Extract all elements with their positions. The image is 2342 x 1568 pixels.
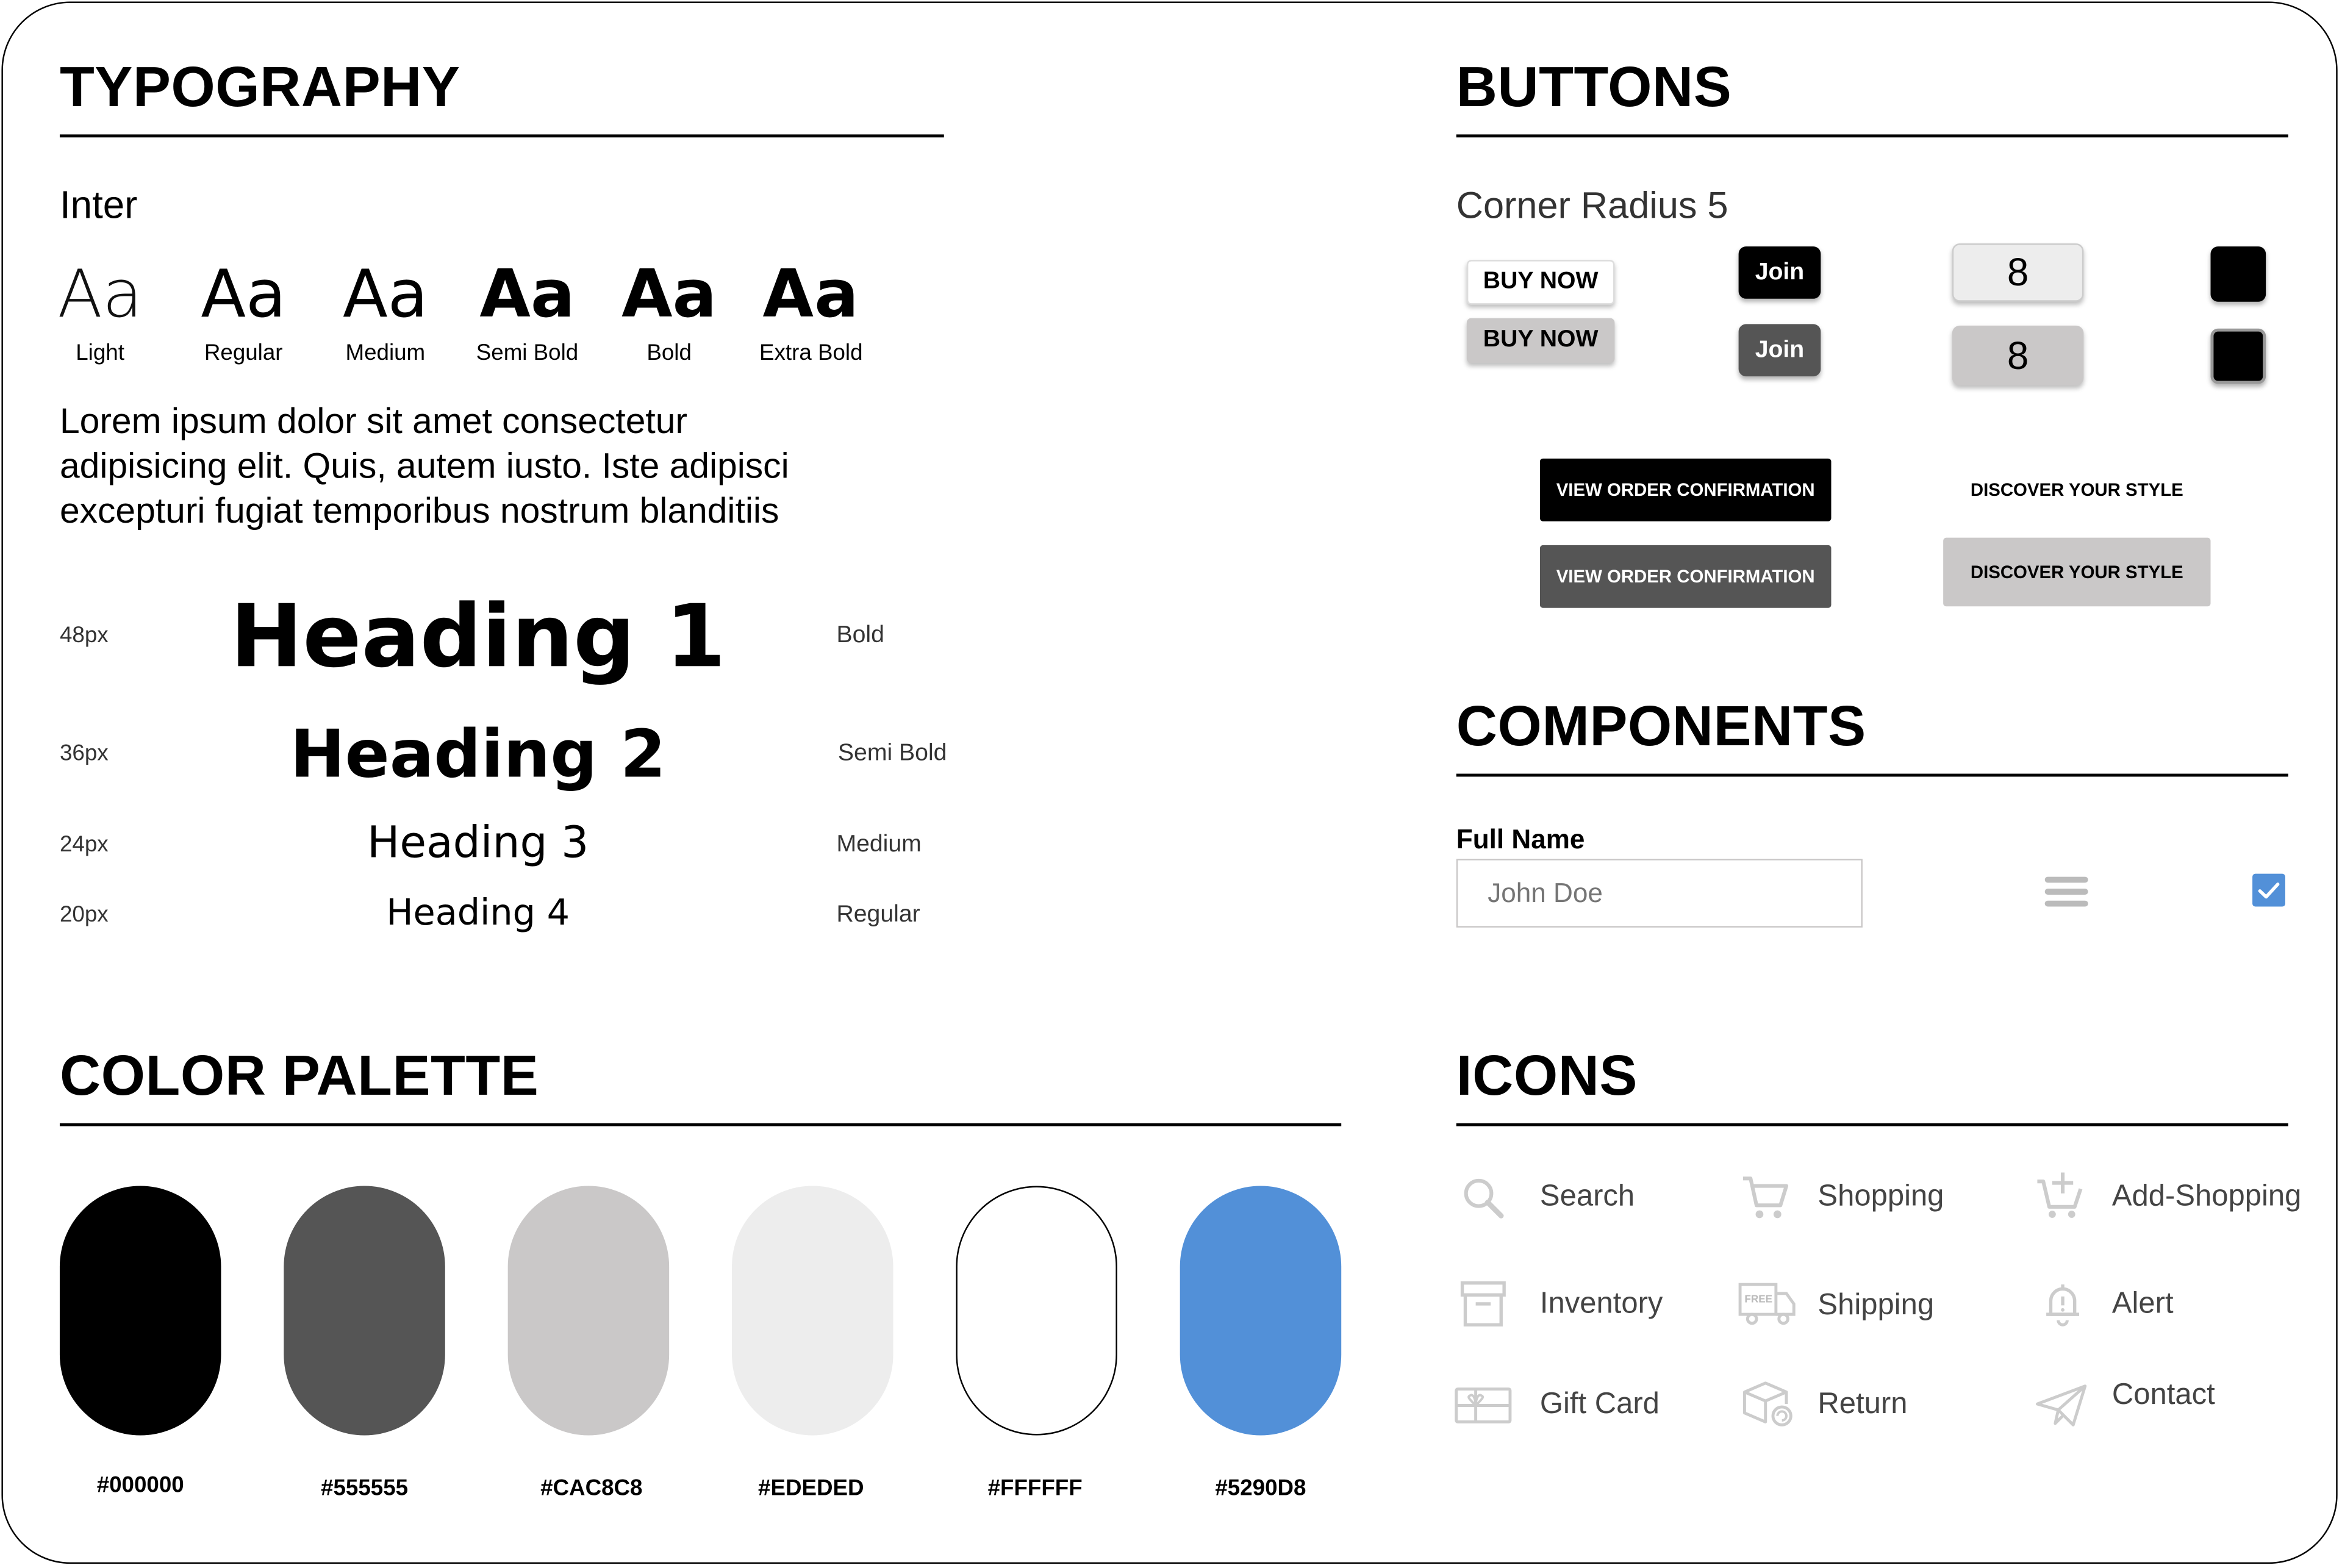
join-button[interactable]: Join: [1739, 246, 1821, 299]
weight-label: Extra Bold: [759, 340, 863, 367]
discover-button[interactable]: DISCOVER YOUR STYLE: [1970, 479, 2183, 501]
join-button-pressed[interactable]: Join: [1739, 324, 1821, 376]
buy-now-button-pressed[interactable]: BUY NOW: [1467, 318, 1614, 363]
glyph-bold: Aa: [621, 257, 717, 334]
glyph-extrabold: Aa: [762, 257, 860, 334]
paper-plane-icon[interactable]: [2035, 1380, 2088, 1431]
paragraph-line: adipisicing elit. Quis, autem iusto. Iste adipisci: [59, 446, 789, 487]
weight-label: Regular: [204, 340, 283, 367]
swatch-white: [956, 1186, 1117, 1436]
components-title: COMPONENTS: [1456, 696, 1866, 759]
paragraph-line: Lorem ipsum dolor sit amet consectetur: [59, 401, 687, 442]
number-button[interactable]: 8: [1952, 243, 2084, 302]
icon-label: Alert: [2111, 1287, 2174, 1320]
heading3-sample: Heading 3: [367, 817, 589, 868]
heading3-size: 24px: [59, 832, 109, 857]
view-order-button-pressed[interactable]: VIEW ORDER CONFIRMATION: [1540, 545, 1832, 608]
swatch-dark-gray: [284, 1186, 445, 1436]
heading2-size: 36px: [59, 740, 109, 767]
add-shopping-cart-icon[interactable]: [2035, 1170, 2085, 1220]
heading2-sample: Heading 2: [290, 717, 666, 793]
corner-radius-label: Corner Radius 5: [1456, 185, 1728, 227]
icon-label: Add-Shopping: [2111, 1180, 2302, 1213]
swatch-off-white: [732, 1186, 893, 1436]
hex-label: #555555: [321, 1475, 409, 1502]
return-box-icon[interactable]: [1739, 1377, 1796, 1428]
icon-label: Shipping: [1817, 1289, 1935, 1322]
palette-title: COLOR PALETTE: [59, 1045, 539, 1109]
discover-button-pressed[interactable]: DISCOVER YOUR STYLE: [1943, 538, 2210, 607]
heading3-weight: Medium: [836, 832, 922, 857]
swatch-black: [60, 1186, 221, 1436]
hex-label: #5290D8: [1215, 1475, 1306, 1502]
sample-paragraph: [60, 400, 956, 534]
glyph-semibold: Aa: [479, 257, 575, 334]
full-name-input[interactable]: [1456, 859, 1863, 928]
alert-bell-icon[interactable]: [2037, 1278, 2088, 1329]
hex-label: #FFFFFF: [987, 1475, 1083, 1502]
shopping-cart-icon[interactable]: [1740, 1172, 1791, 1223]
icon-label: Gift Card: [1539, 1387, 1660, 1420]
hex-label: #EDEDED: [758, 1475, 864, 1502]
checkbox-checked[interactable]: [2252, 874, 2285, 907]
gift-card-icon[interactable]: [1453, 1380, 1513, 1431]
typography-divider: [60, 134, 944, 137]
search-icon[interactable]: [1458, 1172, 1508, 1223]
palette-divider: [60, 1123, 1341, 1126]
buttons-divider: [1456, 134, 2288, 137]
icon-label: Search: [1539, 1180, 1635, 1213]
heading1-sample: Heading 1: [230, 585, 726, 687]
hamburger-icon[interactable]: [2045, 877, 2088, 907]
heading4-size: 20px: [59, 902, 109, 928]
font-name: Inter: [59, 182, 138, 227]
weight-label: Medium: [345, 340, 426, 367]
swatch-light-gray: [508, 1186, 669, 1436]
heading4-weight: Regular: [836, 902, 920, 928]
square-button[interactable]: [2211, 246, 2266, 302]
full-name-label: Full Name: [1456, 824, 1585, 854]
icons-title: ICONS: [1456, 1045, 1638, 1109]
check-icon: [2252, 874, 2285, 907]
buy-now-button[interactable]: BUY NOW: [1467, 260, 1614, 304]
square-button-pressed[interactable]: [2211, 329, 2266, 384]
weight-label: Bold: [646, 340, 692, 367]
icon-label: Inventory: [1539, 1287, 1663, 1320]
icons-divider: [1456, 1123, 2288, 1126]
buttons-title: BUTTONS: [1456, 57, 1732, 120]
swatch-blue: [1180, 1186, 1341, 1436]
shipping-truck-icon[interactable]: [1737, 1278, 1797, 1329]
heading2-weight: Semi Bold: [837, 740, 947, 767]
heading4-sample: Heading 4: [386, 892, 570, 934]
view-order-button[interactable]: VIEW ORDER CONFIRMATION: [1540, 459, 1832, 521]
icon-label: Shopping: [1817, 1180, 1944, 1213]
components-divider: [1456, 774, 2288, 776]
paragraph-line: excepturi fugiat temporibus nostrum blanditiis: [59, 491, 779, 532]
hex-label: #CAC8C8: [540, 1475, 643, 1502]
typography-title: TYPOGRAPHY: [59, 57, 460, 120]
weight-label: Light: [76, 340, 124, 367]
heading1-size: 48px: [59, 623, 109, 648]
glyph-light: Aa: [57, 257, 143, 334]
icon-label: Contact: [2111, 1378, 2215, 1412]
inventory-icon[interactable]: [1458, 1278, 1508, 1329]
free-badge: FREE: [1744, 1292, 1773, 1305]
weight-label: Semi Bold: [476, 340, 579, 367]
icon-label: Return: [1817, 1387, 1908, 1420]
heading1-weight: Bold: [836, 623, 884, 648]
glyph-regular: Aa: [201, 257, 287, 334]
hex-label: #000000: [96, 1472, 184, 1498]
number-button-pressed[interactable]: 8: [1952, 326, 2084, 385]
glyph-medium: Aa: [342, 257, 428, 334]
